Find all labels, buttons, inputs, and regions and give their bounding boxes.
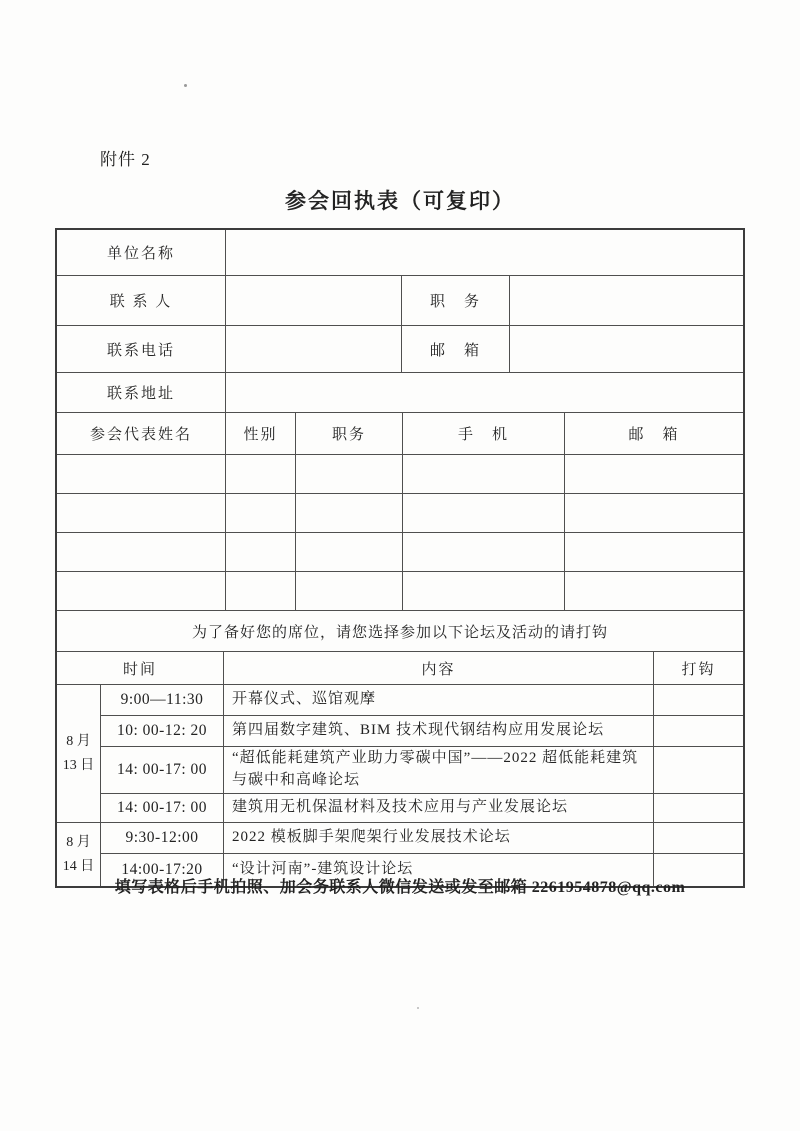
- scan-speck: [184, 84, 187, 87]
- email-value-cell: [509, 326, 743, 372]
- schedule-content: 开幕仪式、巡馆观摩: [223, 685, 653, 715]
- attendee-header-row: [57, 412, 743, 454]
- empty-cell: [295, 533, 402, 571]
- schedule-time: 10: 00-12: 20: [116, 722, 208, 739]
- schedule-group-rows: [100, 685, 743, 822]
- empty-cell: [564, 572, 743, 610]
- table-row-contact-person: [57, 275, 743, 325]
- position-label: 职 务: [401, 276, 509, 325]
- attendee-email-header: 邮 箱: [564, 413, 743, 454]
- schedule-time: 14:00-17:20: [121, 861, 203, 878]
- table-row-phone: [57, 325, 743, 372]
- attendee-mobile-header: 手 机: [402, 413, 564, 454]
- contact-person-label: 联 系 人: [109, 294, 173, 310]
- schedule-content: 第四届数字建筑、BIM 技术现代钢结构应用发展论坛: [223, 716, 653, 746]
- empty-cell: [225, 494, 295, 532]
- unit-name-value-cell: [225, 230, 743, 275]
- schedule-time: 14: 00-17: 00: [116, 799, 208, 816]
- schedule-time: 9:30-12:00: [125, 829, 199, 846]
- schedule-check-cell: [653, 794, 743, 822]
- empty-cell: [225, 533, 295, 571]
- table-row-unit-name: [57, 230, 743, 275]
- date-day: 14 日: [62, 858, 95, 874]
- position-value-cell: [509, 276, 743, 325]
- schedule-date-cell: [57, 685, 100, 822]
- attendee-empty-row: [57, 532, 743, 571]
- schedule-time-header: 时间: [122, 661, 157, 678]
- schedule-time: 14: 00-17: 00: [116, 761, 208, 778]
- phone-label: 联系电话: [106, 342, 175, 359]
- phone-value-cell: [225, 326, 401, 372]
- schedule-content: 2022 模板脚手架爬架行业发展技术论坛: [223, 823, 653, 853]
- empty-cell: [295, 455, 402, 493]
- contact-person-value-cell: [225, 276, 401, 325]
- attendee-empty-row: [57, 454, 743, 493]
- notice-row: [57, 610, 743, 651]
- schedule-content: 建筑用无机保温材料及技术应用与产业发展论坛: [223, 794, 653, 822]
- attachment-label: 附件 2: [100, 150, 151, 169]
- page-title: 参会回执表（可复印）: [285, 189, 515, 213]
- email-label: 邮 箱: [401, 326, 509, 372]
- schedule-row: [101, 685, 743, 715]
- empty-cell: [295, 572, 402, 610]
- schedule-content: “设计河南”-建筑设计论坛: [223, 854, 653, 886]
- schedule-row: [101, 715, 743, 746]
- empty-cell: [402, 572, 564, 610]
- schedule-check-cell: [653, 685, 743, 715]
- empty-cell: [225, 572, 295, 610]
- empty-cell: [402, 494, 564, 532]
- empty-cell: [57, 572, 225, 610]
- scan-speck: [417, 1007, 419, 1009]
- empty-cell: [225, 455, 295, 493]
- date-month: 8 月: [66, 733, 91, 749]
- notice-text: 为了备好您的席位，请您选择参加以下论坛及活动的请打钩: [191, 624, 608, 641]
- empty-cell: [564, 533, 743, 571]
- schedule-row: [101, 746, 743, 793]
- schedule-content-header: 内容: [223, 652, 653, 684]
- table-row-address: [57, 372, 743, 412]
- empty-cell: [295, 494, 402, 532]
- empty-cell: [57, 455, 225, 493]
- schedule-row: [101, 793, 743, 822]
- unit-name-label: 单位名称: [106, 246, 175, 262]
- schedule-group-aug13: [57, 684, 743, 822]
- schedule-check-cell: [653, 823, 743, 853]
- address-label: 联系地址: [106, 386, 175, 402]
- empty-cell: [564, 455, 743, 493]
- empty-cell: [402, 455, 564, 493]
- schedule-content: “超低能耗建筑产业助力零碳中国”——2022 超低能耗建筑与碳中和高峰论坛: [223, 747, 653, 793]
- footer-note: 填写表格后手机拍照、加会务联系人微信发送或发至邮箱 2261954878@qq.com: [114, 879, 686, 896]
- attendee-position-header: 职务: [295, 413, 402, 454]
- address-value-cell: [225, 373, 743, 412]
- empty-cell: [402, 533, 564, 571]
- attendee-empty-row: [57, 493, 743, 532]
- attendee-name-header: 参会代表姓名: [89, 427, 192, 443]
- empty-cell: [57, 494, 225, 532]
- schedule-check-header: 打钩: [653, 652, 743, 684]
- schedule-header-row: [57, 651, 743, 684]
- date-month: 8 月: [66, 834, 91, 850]
- schedule-check-cell: [653, 716, 743, 746]
- empty-cell: [57, 533, 225, 571]
- schedule-time: 9:00—11:30: [120, 691, 204, 708]
- schedule-check-cell: [653, 747, 743, 793]
- reply-form-table: [55, 228, 745, 888]
- date-day: 13 日: [62, 757, 95, 773]
- schedule-row: [101, 823, 743, 853]
- attendee-empty-row: [57, 571, 743, 610]
- attendee-gender-header: 性别: [225, 413, 295, 454]
- empty-cell: [564, 494, 743, 532]
